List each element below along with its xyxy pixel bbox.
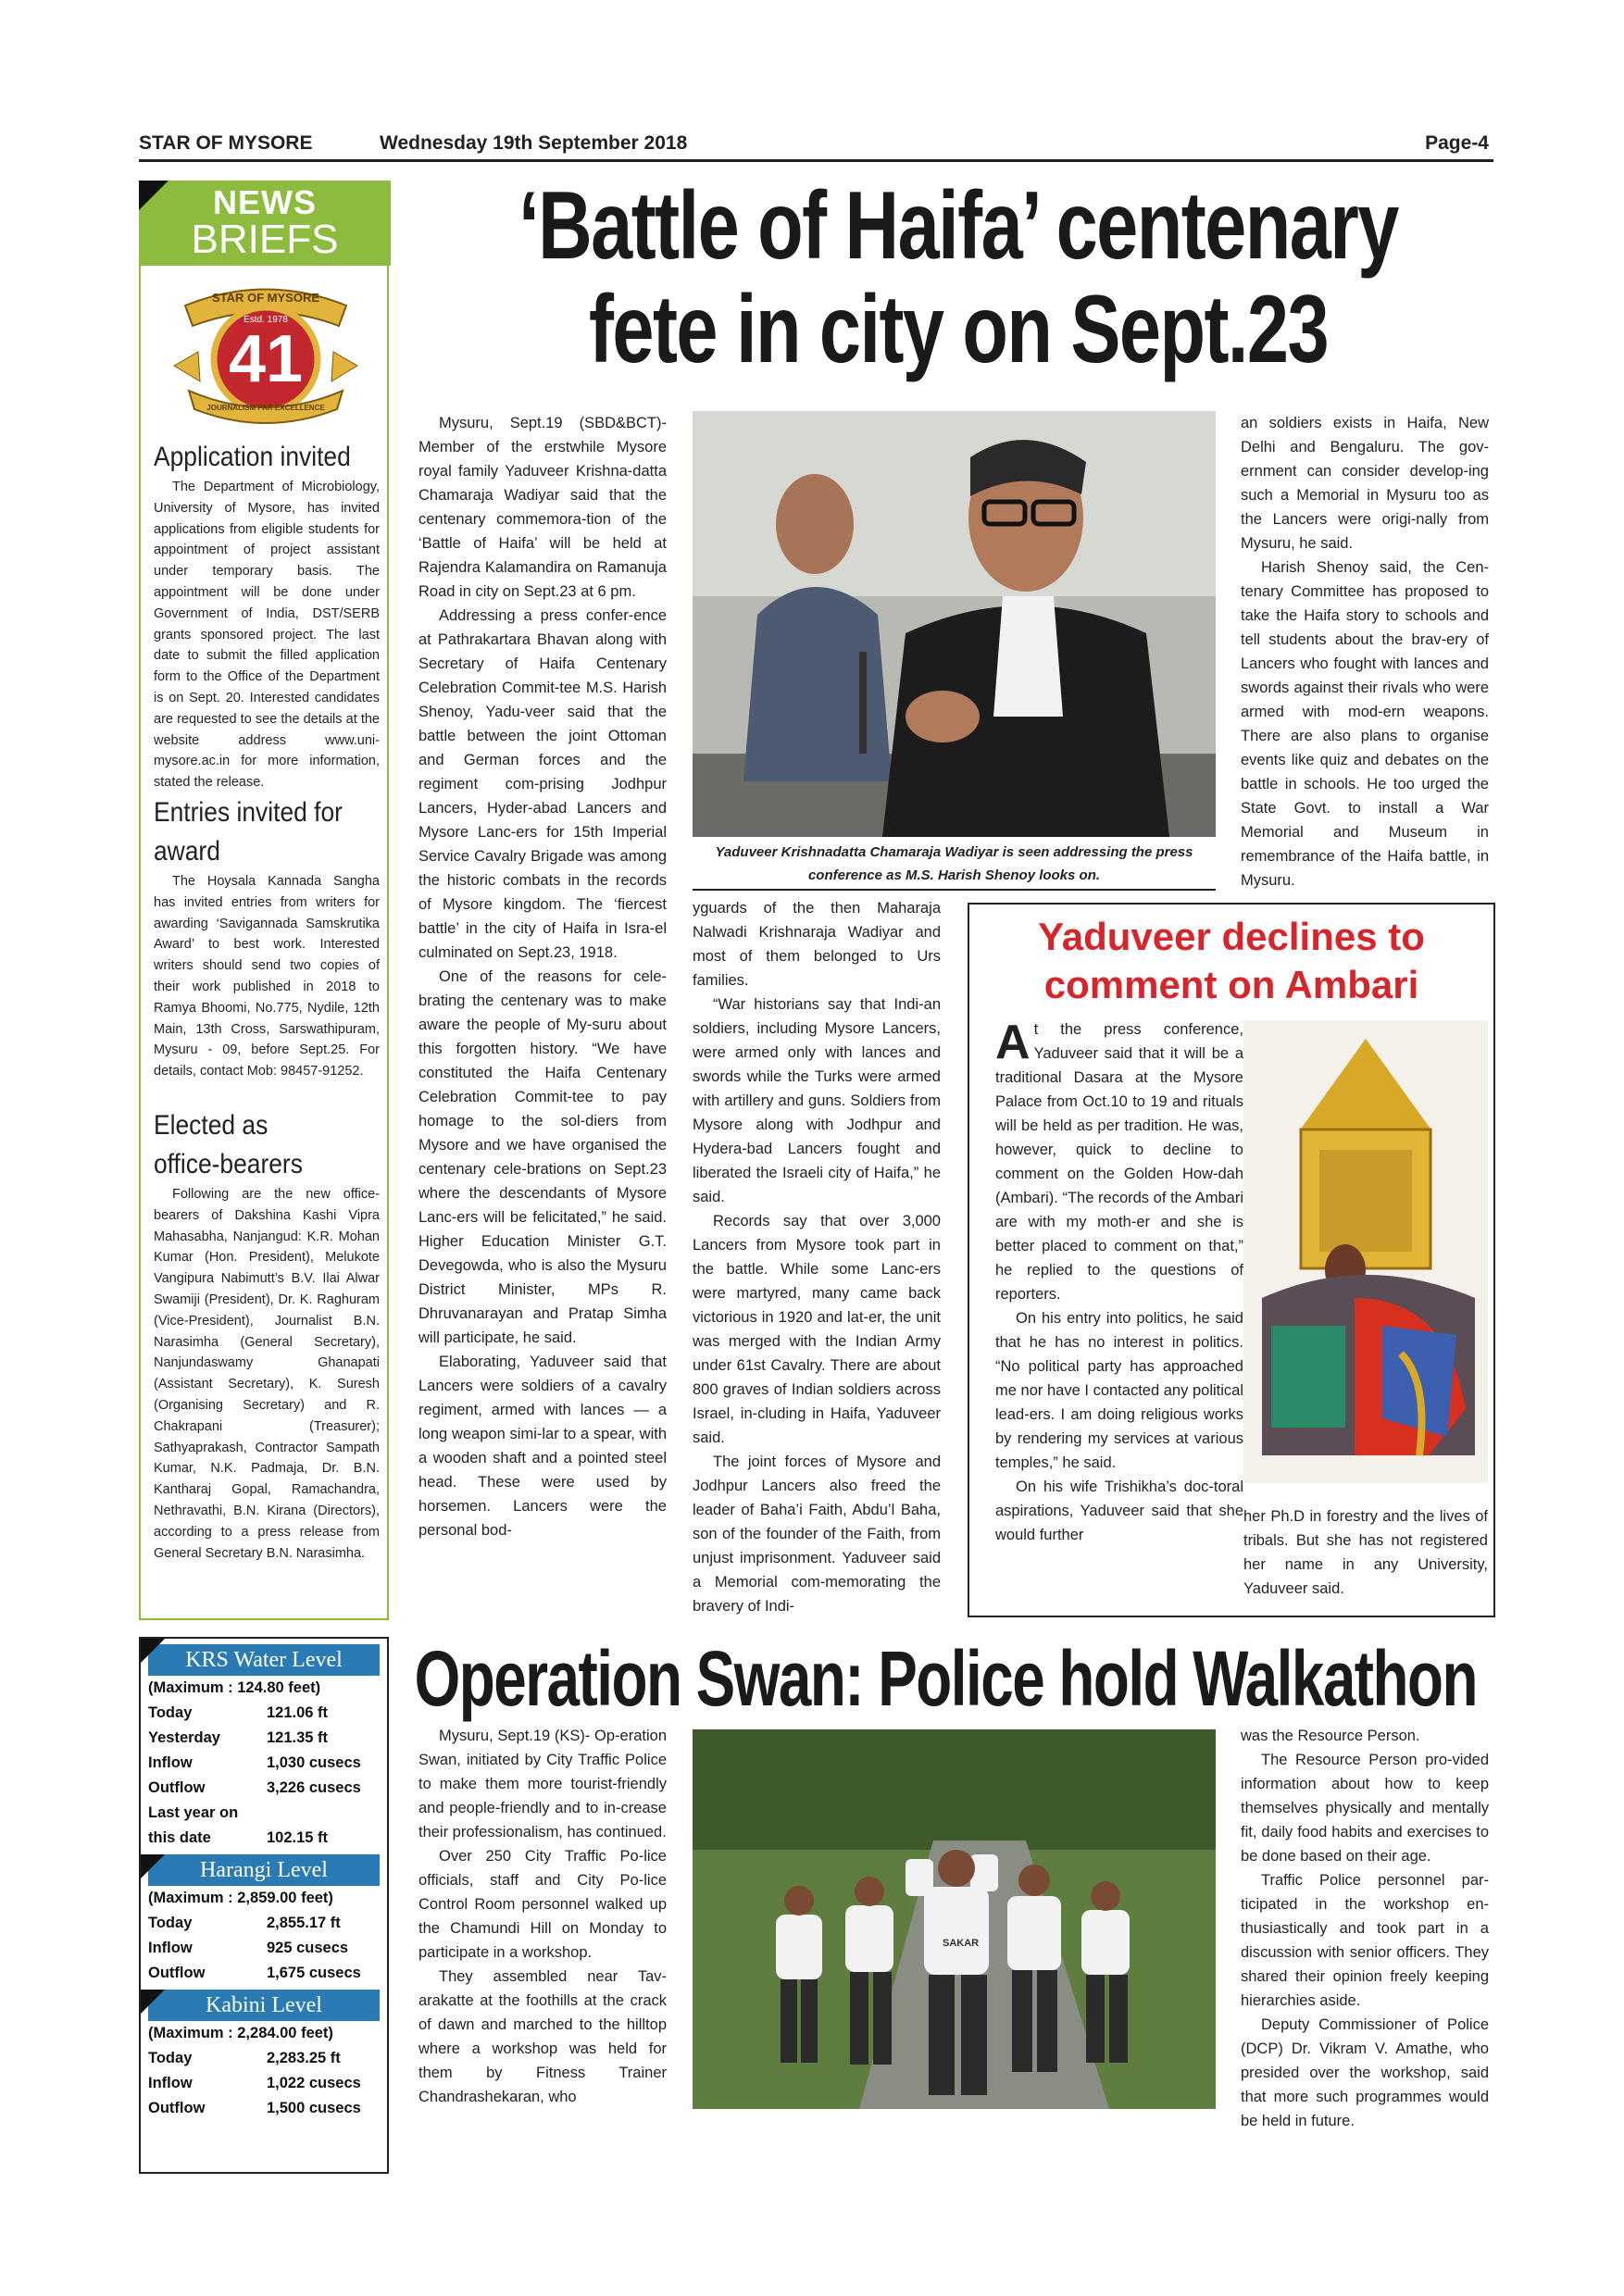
paper-name: STAR OF MYSORE (139, 132, 313, 154)
water-level-max: (Maximum : 124.80 feet) (148, 1679, 321, 1696)
walkathon-photo (693, 1729, 1216, 2109)
issue-date: Wednesday 19th September 2018 (380, 132, 688, 154)
water-level-row: Inflow 1,022 cusecs (148, 2075, 361, 2091)
logo-ribbon-text: JOURNALISM PAR EXCELLENCE (206, 404, 325, 412)
water-levels-box (139, 1637, 389, 2174)
sidebar-column: At the press conference, Yaduveer said that it will be a traditional Dasara at the Mysore Palace from Oct.10 to 19 and rituals will be held as per tradition. He was, however, quick to decline to comment on the Golden How-dah (Ambari). “The records of the Ambari are with my moth-er and she is better placed to comment on that,” he replied to the questions of reporters. On his entry into politics, he said that he has no interest in politics. “No political party has approached me nor have I contacted any political lead-ers. I am doing religious works by rendering my services at various temples,” he said. On his wife Trishikha’s doc-toral aspirations, Yaduveer said that she would further (995, 1017, 1243, 1543)
water-level-row: Outflow 1,500 cusecs (148, 2100, 361, 2116)
sidebar-article-box (968, 903, 1495, 1617)
water-level-max: (Maximum : 2,284.00 feet) (148, 2025, 333, 2041)
press-conference-photo (693, 411, 1216, 837)
corner-triangle (141, 1854, 165, 1878)
water-level-row: Last year on (148, 1804, 239, 1821)
water-level-row: Inflow 925 cusecs (148, 1940, 349, 1956)
corner-triangle (141, 1990, 165, 2014)
page-number: Page-4 (1425, 132, 1489, 154)
sidebar-column: her Ph.D in forestry and the lives of tribals. But she has not registered her name in any University, Yaduveer said. (1243, 1508, 1488, 1597)
sidebar-headline-line-1: Yaduveer declines to (1038, 915, 1425, 958)
water-level-title: Kabini Level (148, 1990, 380, 2021)
water-level-section (148, 1854, 380, 1986)
shirt-print-text: SAKAR (943, 1938, 980, 1949)
news-briefs-title-2: BRIEFS (191, 217, 339, 262)
sidebar-headline-line-2: comment on Ambari (1043, 963, 1419, 1006)
water-level-title: Harangi Level (148, 1854, 380, 1886)
caption-rule (693, 889, 1216, 891)
news-briefs-panel (139, 181, 389, 1620)
water-level-row: Yesterday 121.35 ft (148, 1729, 329, 1746)
photo-caption: Yaduveer Krishnadatta Chamaraja Wadiyar is seen addressing the press conference as M.S. Harish Shenoy looks on. (715, 844, 1193, 883)
water-level-row: Outflow 3,226 cusecs (148, 1779, 361, 1796)
water-level-row: Inflow 1,030 cusecs (148, 1754, 361, 1771)
article-column: was the Resource Person. The Resource Person pro-vided information about how to keep themselves physically and mentally fit, daily food habits and exercises to be done based on their age. Traffic Police personnel par-ticipated in the workshop en-thusiastically and took part in a discussion with senior officers. They shared their opinion freely keeping hierarchies aside. Deputy Commissioner of Police (DCP) Dr. Vikram V. Amathe, who presided over the workshop, said that more such programmes would be held in future. (1241, 1728, 1489, 2129)
water-level-row: Today 2,283.25 ft (148, 2050, 341, 2066)
logo-top-text: STAR OF MYSORE (211, 291, 320, 305)
water-level-row: Outflow 1,675 cusecs (148, 1965, 361, 1981)
brief-title: Elected as office-bearers (154, 1110, 303, 1179)
brief-body: The Hoysala Kannada Sangha has invited entries from writers for awarding ‘Savigannada Samskrutika Award’ to best work. Interested writers should send two copies of their work published in 2018 to Ramya Bhoomi, No.775, Nydile, 12th Main, 13th Cross, Sarswathipuram, Mysuru - 09, before Sept.25. For details, contact Mob: 98457-91252. (154, 874, 380, 1079)
news-briefs-title-1: NEWS (213, 183, 317, 221)
anniversary-logo (167, 278, 365, 426)
corner-triangle (141, 1639, 165, 1663)
article-column: yguards of the then Maharaja Nalwadi Krishnaraja Wadiyar and most of them belonged to Urs families. “War historians say that Indi-an soldiers, including Mysore Lancers, were armed only with lances and swords while the Turks were armed with artillery and guns. Soldiers from Mysore along with Jodhpur and Hydera-bad Lancers fought and liberated the Israeli city of Haifa,” he said. Records say that over 3,000 Lancers from Mysore took part in the battle. While some Lanc-ers were martyred, many came back victorious in 1920 and lat-er, the unit was merged with the Indian Army under 61st Cavalry. There are about 800 graves of Indian soldiers across Israel, in-cluding in Haifa, Yaduveer said. The joint forces of Mysore and Jodhpur Lancers also freed the leader of Baha’i Faith, Abdu’l Baha, son of the founder of the Faith, from unjust imprisonment. Yaduveer said a Memorial com-memorating the bravery of Indi- (693, 900, 941, 1615)
article-headline-line-2: fete in city on Sept.23 (588, 276, 1329, 383)
water-level-row: Today 2,855.17 ft (148, 1915, 341, 1931)
walkathon-headline: Operation Swan: Police hold Walkathon (414, 1635, 1477, 1722)
ambari-elephant-photo (1243, 1020, 1488, 1483)
logo-number: 41 (228, 322, 304, 396)
article-column: Mysuru, Sept.19 (KS)- Op-eration Swan, initiated by City Traffic Police to make them more tourist-friendly and people-friendly and to in-crease their professionalism, has continued. Over 250 City Traffic Po-lice officials, staff and City Po-lice Control Room personnel walked up the Chamundi Hill on Monday to participate in a workshop. They assembled near Tav-arakatte at the foothills at the crack of dawn and marched to the hilltop where a workshop was held for them by Fitness Trainer Chandrashekaran, who (418, 1728, 667, 2105)
water-level-section (148, 1644, 380, 1851)
article-column: Mysuru, Sept.19 (SBD&BCT)- Member of the erstwhile Mysore royal family Yaduveer Krishna-datta Chamaraja Wadiyar said that the centenary commemora-tion of the ‘Battle of Haifa’ will be held at Rajendra Kalamandira on Ramanuja Road in city on Sept.23 at 6 pm. Addressing a press confer-ence at Pathrakartara Bhavan along with Secretary of Haifa Centenary Celebration Commit-tee M.S. Harish Shenoy, Yadu-veer said that the battle between the joint Ottoman and German forces and the regiment com-prising Jodhpur Lancers, Hyder-abad Lancers and Mysore Lanc-ers for 15th Imperial Service Cavalry Brigade was among the historic combats in the records of Mysore kingdom. The ‘fiercest battle’ in the city of Haifa in Isra-el culminated on Sept.23, 1918. One of the reasons for cele-brating the centenary was to make aware the people of My-suru about this forgotten history. “We have constituted the Haifa Centenary Celebration Commit-tee to pay homage to the sol-diers from Mysore and we have organised the centenary cele-brations on Sept.23 where the descendants of Mysore Lanc-ers will be felicitated,” he said. Higher Education Minister G.T. Devegowda, who is also the Mysuru District Minister, MPs R. Dhruvanarayan and Pratap Simha will participate, he said. Elaborating, Yaduveer said that Lancers were soldiers of a cavalry regiment, armed with lances — a long weapon simi-lar to a spear, with a wooden shaft and a pointed steel head. These were used by horsemen. Lancers were the personal bod- (418, 415, 667, 1539)
header-rule (139, 159, 1493, 162)
brief-title: Application invited (154, 442, 351, 472)
water-level-section (148, 1990, 380, 2121)
brief-title: Entries invited for award (154, 797, 343, 867)
dropcap: A (995, 1017, 1031, 1069)
water-level-max: (Maximum : 2,859.00 feet) (148, 1890, 333, 1906)
water-level-row: Today 121.06 ft (148, 1704, 329, 1721)
brief-body: The Department of Microbiology, University of Mysore, has invited applications from eligible students for appointment of project assistant under temporary basis. The appointment will be done under Government of India, DST/SERB grants sponsored project. The last date to submit the filled application form to the Office of the Department is on Sept. 20. Interested candidates are requested to see the details at the website address www.uni-mysore.ac.in for more information, stated the release. (154, 480, 380, 791)
water-level-row: this date 102.15 ft (148, 1829, 329, 1846)
news-briefs-banner (139, 181, 391, 266)
article-column: an soldiers exists in Haifa, New Delhi and Bengaluru. The gov-ernment can consider develop-ing such a Memorial in Mysuru too as the Lancers were origi-nally from Mysuru, he said. Harish Shenoy said, the Cen-tenary Committee has proposed to take the Haifa story to schools and tell students about the brav-ery of Lancers who fought with lances and swords against their rivals who were armed with mod-ern weapons. There are also plans to organise events like quiz and debates on the battle in schools. He too urged the State Govt. to install a War Memorial and Museum in remembrance of the Haifa battle, in Mysuru. (1241, 415, 1489, 889)
water-level-title: KRS Water Level (148, 1644, 380, 1676)
logo-estd: Estd. 1978 (244, 315, 288, 325)
article-headline-line-1: ‘Battle of Haifa’ centenary (518, 172, 1398, 280)
brief-body: Following are the new office-bearers of Dakshina Kashi Vipra Mahasabha, Nanjangud: K.R. Mohan Kumar (Hon. President), Melukote Vangipura Nabimutt’s B.V. Ilai Alwar Swamiji (President), Dr. K. Raghuram (Vice-President), Journalist B.N. Narasimha (General Secretary), Nanjundaswamy Ghanapati (Assistant Secretary), K. Suresh (Organising Secretary) and R. Chakrapani (Treasurer); Sathyaprakash, Contractor Sampath Kumar, N.K. Padmaja, Dr. B.N. Kantharaj Gopal, Ramachandra, Nethravathi, B.N. Kirana (Directors), according to a press release from General Secretary B.N. Narasimha. (154, 1187, 380, 1561)
